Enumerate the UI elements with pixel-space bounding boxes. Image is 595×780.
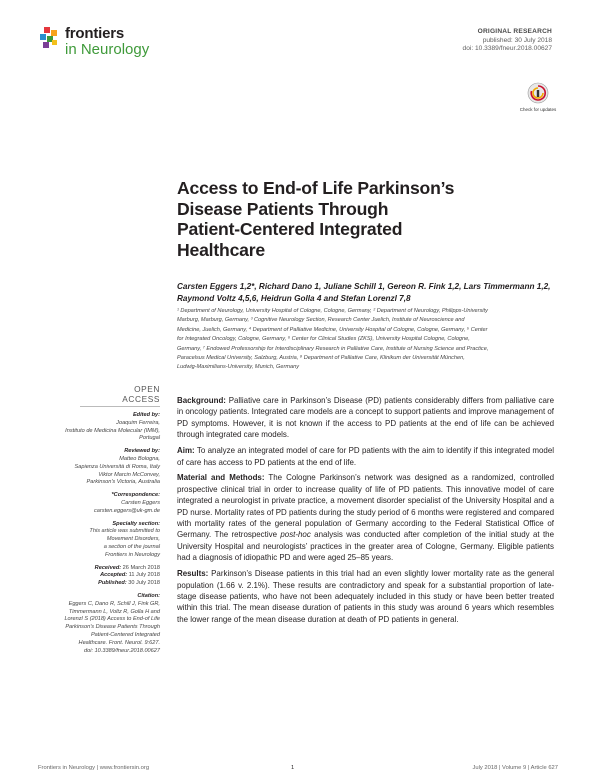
editor-line: Instituto de Medicina Molecular (IMM), [65,427,160,434]
background-text: Palliative care in Parkinson’s Disease (PD) patients considerably differs from palliative care in oncology patients. Integrated care models are a concept to support patients and improve management of PD symptoms. However, it is not known if the access to PD patients at the end of life can be achieved through integrated care models. [177,396,554,440]
specialty-label: Specialty section: [112,520,160,527]
affiliations [177,307,561,373]
received-label: Received: [94,564,122,571]
edited-by-label: Edited by: [132,412,160,418]
received-date [20,565,160,573]
affiliation-line: Germany, ⁷ Endowed Professorship for Interdisciplinary Research in Palliative Care, Institute of Nursing Science and Practice, [177,345,489,352]
specialty-line: a section of the journal [103,543,160,550]
reviewer-line: Matteo Bologna, [119,455,160,462]
citation-line: Patient-Centered Integrated [90,631,160,638]
published-date-sidebar [20,580,160,588]
footer-journal[interactable]: Frontiers in Neurology | www.frontiersin.org [38,765,150,771]
abstract-background [177,395,554,441]
accepted-label: Accepted: [100,572,128,579]
citation-line: Timmermann L, Voltz R, Golla H and [68,608,160,615]
citation-line: Lorenzl S (2018) Access to End-of Life [64,616,160,623]
journal-name: in Neurology [65,41,150,58]
correspondence-name: Carsten Eggers [121,499,160,506]
authors-line: Raymond Voltz 4,5,6, Heidrun Golla 4 and Stefan Lorenzl 7,8 [177,294,411,303]
methods-label: Material and Methods: [177,473,265,483]
published-value: 30 July 2018 [128,580,160,587]
article-title [177,178,527,260]
abstract [177,395,554,630]
check-for-updates-icon[interactable] [527,82,549,104]
results-text: Parkinson’s Disease patients in this trial had an even slightly lower mortality rate as the general population (1.66 v. 2.1%). These results are contradictory and speak for a substantial proportion of late-stage disease patients, who have not been adequately included in this study or have been better treated within this trial. The mean disease duration of patients in this study was around 6 years which resembles the lower range of the mean disease duration at death of PD patients in general. [177,569,554,624]
brand-name: frontiers [65,25,125,42]
editor-line: Portugal [139,435,160,442]
author-list [177,281,561,305]
frontiers-logo-icon [40,27,64,51]
citation-line: Eggers C, Dano R, Schill J, Fink GR, [68,600,160,607]
methods-text-cont: analysis was conducted after completion of the initial study at the University Hospital and neurologists’ practices in the greater area of Cologne, Germany. Eligible patients had a diagnosis of idiopathic PD and were aged 25–85 years. [177,530,554,563]
title-line: Healthcare [177,239,265,260]
correspondence-label: *Correspondence: [111,492,160,499]
doi[interactable]: doi: 10.3389/fneur.2018.00627 [462,45,552,53]
check-for-updates-label[interactable]: Check for updates [519,107,557,112]
reviewer-line: Sapienza Università di Roma, Italy [74,463,160,470]
page-number: 1 [291,765,295,771]
published-date: published: 30 July 2018 [482,36,552,44]
sidebar-divider [80,406,160,407]
article-type: ORIGINAL RESEARCH [477,28,552,35]
editor-line: Joaquim Ferreira, [116,419,160,426]
affiliation-line: Ludwig-Maximilians-University, Munich, Germany [177,364,300,371]
correspondence-email[interactable]: carsten.eggers@uk-gm.de [94,507,160,514]
received-value: 26 March 2018 [122,564,160,571]
reviewer-line: Parkinson's Victoria, Australia [86,479,160,486]
article-meta [463,28,552,54]
title-line: Access to End-of Life Parkinson’s [177,178,455,198]
accepted-date [20,572,160,580]
footer-issue: July 2018 | Volume 9 | Article 627 [472,765,558,771]
title-line: Patient-Centered Integrated [177,219,403,239]
aim-label: Aim: [177,446,195,456]
citation-label: Citation: [137,592,160,599]
affiliation-line: ¹ Department of Neurology, University Hospital of Cologne, Cologne, Germany, ² Department of Neurology, Philipps-University [177,308,488,314]
background-label: Background: [177,396,226,405]
affiliation-line: Medicine, Juelich, Germany, ⁴ Department of Palliative Medicine, University Hospital of Cologne, Cologne, Germany, ⁵ Center [177,326,488,333]
methods-text: The Cologne Parkinson’s network was designed as a randomized, controlled prospective clinical trial in order to increase quality of life of PD patients. This innovative model of care integrated a neurologist in private practice, a movement disorder specialist of the University Hospital and a PD nurse. Mortality rates of PD patients during the study period of 6 months were registered and compared with mortality rates of the general population of Germany according to the Federal Statistical Office of Germany. The retrospective [177,473,555,540]
reviewer-line: Viktor Marcin McConvey, [98,471,160,478]
abstract-methods [177,472,554,563]
article-sidebar [20,400,160,655]
specialty-line: Movement Disorders, [106,536,160,543]
affiliation-line: Marburg, Marburg, Germany, ³ Cognitive Neurology Section, Research Center Juelich, Institute of Neuroscience and [177,317,465,324]
methods-italic: post-hoc [280,530,311,540]
reviewed-by-label: Reviewed by: [124,448,160,455]
affiliation-line: for Integrated Oncology, Cologne, Germany, ⁶ Center for Clinical Studies (ZKS), University Hospital Cologne, Cologne, [177,336,470,343]
aim-text: To analyze an integrated model of care for PD patients with the aim to identify if this integrated model of care has access to PD patients at the end of life. [177,446,555,467]
authors-line: Carsten Eggers 1,2*, Richard Dano 1, Juliane Schill 1, Gereon R. Fink 1,2, Lars Timmermann 1,2, [177,282,551,291]
affiliation-line: Paracelsus Medical University, Salzburg, Austria, ⁸ Department of Palliative Care, Klinikum der Universität München, [177,355,465,362]
citation-line: Parkinson's Disease Patients Through [65,624,160,631]
citation-line[interactable]: doi: 10.3389/fneur.2018.00627 [84,647,160,654]
results-label: Results: [177,569,209,579]
accepted-value: 11 July 2018 [128,572,160,579]
specialty-line: Frontiers in Neurology [104,551,160,558]
citation-line: Healthcare. Front. Neurol. 9:627. [78,639,160,646]
abstract-results [177,568,554,625]
title-line: Disease Patients Through [177,198,389,219]
open-access-label: OPEN ACCESS [122,384,160,404]
published-label: Published: [98,580,127,587]
specialty-line: This article was submitted to [89,528,160,535]
abstract-aim [177,445,554,468]
journal-logo[interactable] [40,24,180,64]
